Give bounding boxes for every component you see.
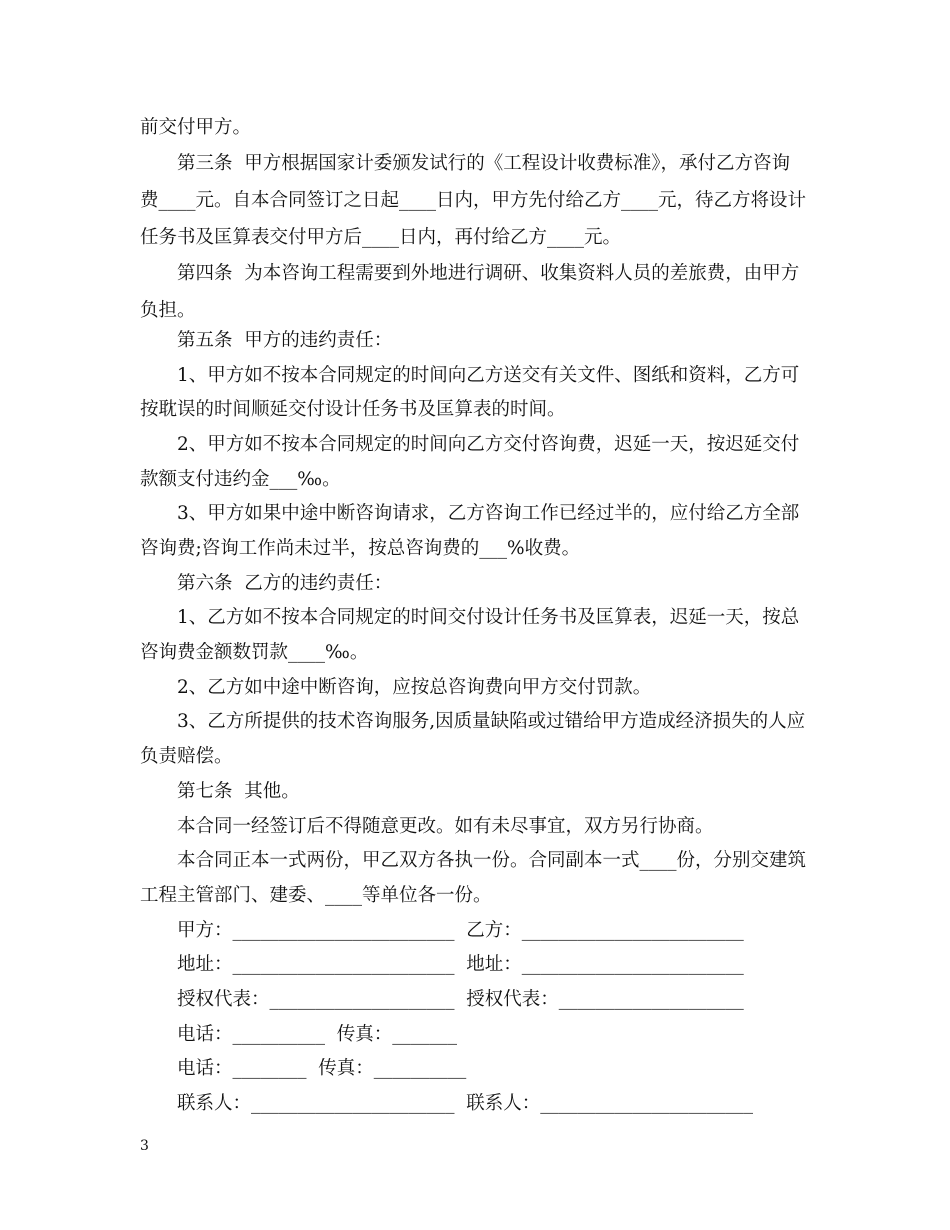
text-line: 1、甲方如不按本合同规定的时间向乙方送交有关文件、图纸和资料，乙方可 [177, 365, 800, 386]
text-line: 本合同一经签订后不得随意更改。如有未尽事宜，双方另行协商。 [177, 816, 714, 837]
signature-line: 地址：________________________ 地址：________________________ [177, 954, 744, 975]
text-line: 3、乙方所提供的技术咨询服务,因质量缺陷或过错给甲方造成经济损失的人应 [177, 711, 806, 732]
text-line: 费____元。自本合同签订之日起____日内，甲方先付给乙方____元，待乙方将设计 [140, 190, 807, 211]
text-line: 前交付甲方。 [140, 117, 252, 138]
text-line: 负责赔偿。 [140, 746, 233, 767]
page-number: 3 [140, 1138, 149, 1154]
text-line: 负担。 [140, 300, 196, 321]
signature-line: 授权代表：____________________ 授权代表：____________________ [177, 989, 744, 1010]
text-line: 1、乙方如不按本合同规定的时间交付设计任务书及匡算表，迟延一天，按总 [177, 607, 800, 628]
text-line: 任务书及匡算表交付甲方后____日内，再付给乙方____元。 [140, 227, 622, 248]
signature-line: 联系人：______________________ 联系人：_______________________ [177, 1093, 754, 1114]
text-line: 第六条 乙方的违约责任： [177, 573, 393, 594]
signature-line: 电话：__________ 传真：_______ [177, 1024, 458, 1045]
text-line: 按耽误的时间顺延交付设计任务书及匡算表的时间。 [140, 399, 566, 420]
text-line: 咨询费;咨询工作尚未过半，按总咨询费的___%收费。 [140, 538, 581, 559]
text-line: 第三条 甲方根据国家计委颁发试行的《工程设计收费标准》，承付乙方咨询 [177, 153, 791, 174]
text-line: 款额支付违约金___‰。 [140, 469, 341, 490]
text-line: 工程主管部门、建委、____等单位各一份。 [140, 885, 492, 906]
text-line: 第七条 其他。 [177, 781, 300, 802]
text-line: 3、甲方如果中途中断咨询请求，乙方咨询工作已经过半的，应付给乙方全部 [177, 503, 800, 524]
text-line: 咨询费金额数罚款____‰。 [140, 642, 369, 663]
text-line: 本合同正本一式两份，甲乙双方各执一份。合同副本一式____份，分别交建筑 [177, 850, 807, 871]
signature-line: 电话：________ 传真：__________ [177, 1058, 467, 1079]
text-line: 第五条 甲方的违约责任： [177, 330, 393, 351]
signature-line: 甲方：________________________ 乙方：________________________ [177, 920, 744, 941]
text-line: 2、甲方如不按本合同规定的时间向乙方交付咨询费，迟延一天，按迟延交付 [177, 434, 800, 455]
text-line: 第四条 为本咨询工程需要到外地进行调研、收集资料人员的差旅费，由甲方 [177, 263, 800, 284]
text-line: 2、乙方如中途中断咨询，应按总咨询费向甲方交付罚款。 [177, 677, 652, 698]
